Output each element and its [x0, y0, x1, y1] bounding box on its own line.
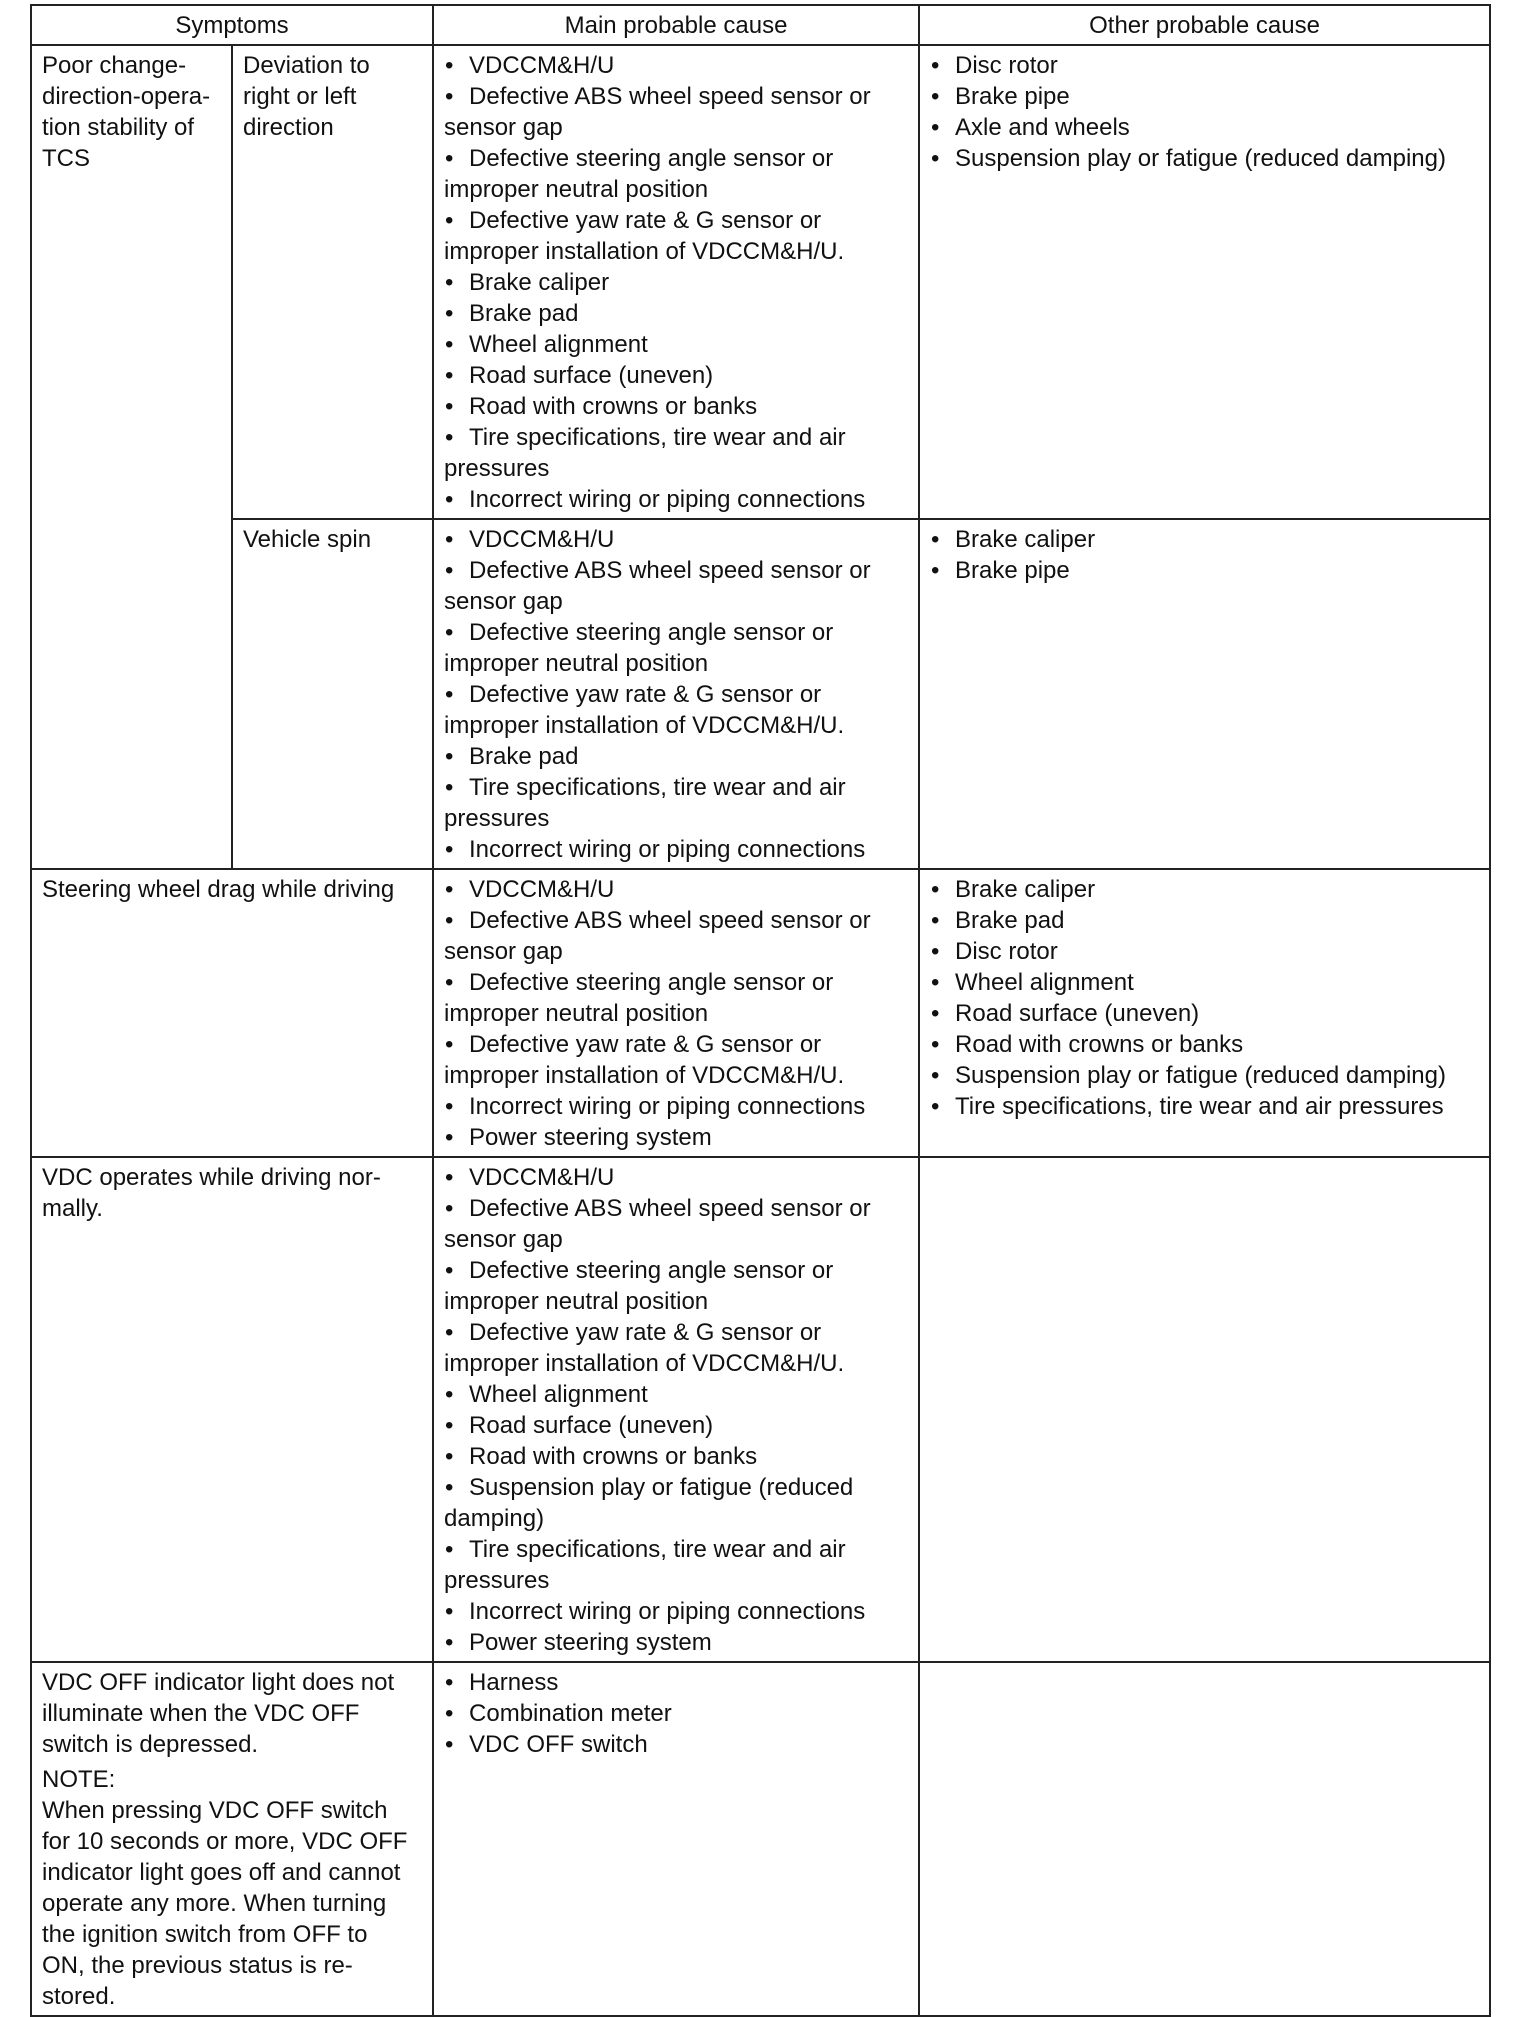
bullet-icon: •: [445, 1319, 454, 1346]
list-item: [444, 1472, 908, 1534]
list-item-text: Road with crowns or banks: [955, 1031, 1244, 1058]
bullet-icon: •: [445, 424, 454, 451]
list-item: [444, 50, 908, 81]
bullet-icon: •: [931, 907, 940, 934]
list-item: [444, 1122, 908, 1153]
list-item: [930, 112, 1479, 143]
bullet-icon: •: [445, 207, 454, 234]
list-item-text: Wheel alignment: [469, 1381, 648, 1408]
bullet-icon: •: [445, 969, 454, 996]
note-text: [42, 1795, 422, 2012]
list-item: [444, 422, 908, 484]
text-line: When pressing VDC OFF switch: [42, 1797, 388, 1824]
text-line: ON, the previous status is re-: [42, 1952, 353, 1979]
table-row: [31, 1662, 1490, 2016]
list-item-text: Brake caliper: [955, 526, 1096, 553]
list-item: [444, 1193, 908, 1255]
list-item: [444, 360, 908, 391]
bullet-icon: •: [931, 52, 940, 79]
list-item-text: Road surface (uneven): [469, 362, 714, 389]
bullet-icon: •: [445, 83, 454, 110]
list-item: [930, 905, 1479, 936]
list-item-text: Suspension play or fatigue (reduced damping): [444, 1474, 854, 1532]
list-item-text: VDCCM&H/U: [469, 1164, 615, 1191]
bullet-icon: •: [445, 1598, 454, 1625]
bullet-icon: •: [445, 269, 454, 296]
main-cause-list: [433, 1157, 919, 1662]
bullet-icon: •: [445, 1031, 454, 1058]
list-item: [930, 1029, 1479, 1060]
text-line: tion stability of: [42, 114, 195, 141]
list-item: [444, 1410, 908, 1441]
bullet-icon: •: [445, 1412, 454, 1439]
list-item-text: Harness: [469, 1669, 559, 1696]
list-item-text: Defective steering angle sensor or improper neutral position: [444, 1257, 834, 1315]
list-item-text: Defective yaw rate & G sensor or improper installation of VDCCM&H/U.: [444, 1319, 845, 1377]
text-line: stored.: [42, 1983, 116, 2010]
list-item-text: Defective ABS wheel speed sensor or sensor gap: [444, 557, 871, 615]
list-item: [444, 555, 908, 617]
bullet-icon: •: [931, 969, 940, 996]
list-item: [444, 874, 908, 905]
other-cause-list: [919, 45, 1490, 519]
bullet-icon: •: [445, 145, 454, 172]
list-item-text: Tire specifications, tire wear and air pressures: [444, 1536, 846, 1594]
list-item-text: Incorrect wiring or piping connections: [469, 1598, 866, 1625]
list-item: [930, 524, 1479, 555]
list-item-text: VDCCM&H/U: [469, 526, 615, 553]
list-item: [930, 998, 1479, 1029]
list-item-text: Defective ABS wheel speed sensor or sensor gap: [444, 1195, 871, 1253]
bullet-icon: •: [445, 774, 454, 801]
list-item-text: Suspension play or fatigue (reduced damping): [955, 1062, 1446, 1089]
list-item: [444, 1667, 908, 1698]
list-item-text: Road surface (uneven): [469, 1412, 714, 1439]
bullet-icon: •: [445, 331, 454, 358]
list-item: [444, 205, 908, 267]
symptom-text: [42, 1667, 422, 1760]
list-item: [444, 1317, 908, 1379]
bullet-icon: •: [445, 907, 454, 934]
list-item: [444, 1441, 908, 1472]
list-item-text: Defective steering angle sensor or improper neutral position: [444, 145, 834, 203]
list-item: [930, 967, 1479, 998]
bullet-icon: •: [931, 526, 940, 553]
text-line: VDC OFF indicator light does not: [42, 1669, 395, 1696]
note-label: NOTE:: [42, 1766, 116, 1793]
bullet-icon: •: [445, 836, 454, 863]
list-item: [444, 267, 908, 298]
list-item-text: Tire specifications, tire wear and air pressures: [444, 424, 846, 482]
table-row: [31, 869, 1490, 1157]
list-item: [930, 1091, 1479, 1122]
list-item: [444, 524, 908, 555]
list-item: [444, 679, 908, 741]
text-line: mally.: [42, 1195, 103, 1222]
list-item: [930, 936, 1479, 967]
list-item-text: Brake pipe: [955, 83, 1070, 110]
list-item-text: Brake caliper: [469, 269, 610, 296]
list-item-text: Road with crowns or banks: [469, 393, 758, 420]
list-item: [444, 741, 908, 772]
main-cause-list: [433, 1662, 919, 2016]
bullet-icon: •: [931, 83, 940, 110]
list-item-text: VDCCM&H/U: [469, 876, 615, 903]
list-item-text: Road with crowns or banks: [469, 1443, 758, 1470]
list-item-text: Tire specifications, tire wear and air pressures: [444, 774, 846, 832]
text-line: direction-opera-: [42, 83, 211, 110]
text-line: Poor change-: [42, 52, 187, 79]
list-item: [444, 1534, 908, 1596]
list-item: [930, 143, 1479, 174]
bullet-icon: •: [931, 1000, 940, 1027]
bullet-icon: •: [445, 1093, 454, 1120]
list-item: [930, 555, 1479, 586]
text-line: operate any more. When turning: [42, 1890, 387, 1917]
bullet-icon: •: [445, 557, 454, 584]
bullet-icon: •: [445, 1381, 454, 1408]
bullet-icon: •: [931, 1062, 940, 1089]
bullet-icon: •: [445, 486, 454, 513]
header-main-cause: Main probable cause: [433, 5, 919, 45]
list-item-text: VDC OFF switch: [469, 1731, 648, 1758]
list-item-text: Defective ABS wheel speed sensor or sensor gap: [444, 907, 871, 965]
list-item: [444, 329, 908, 360]
list-item-text: Brake pad: [955, 907, 1065, 934]
list-item: [444, 1255, 908, 1317]
text-line: VDC operates while driving nor-: [42, 1164, 381, 1191]
list-item-text: Incorrect wiring or piping connections: [469, 1093, 866, 1120]
diagnosis-table-page: [30, 4, 1489, 2017]
other-cause-list: [919, 519, 1490, 869]
header-other-cause: Other probable cause: [919, 5, 1490, 45]
list-item: [930, 1060, 1479, 1091]
list-item: [930, 50, 1479, 81]
header-symptoms: Symptoms: [31, 5, 433, 45]
list-item: [444, 1729, 908, 1760]
text-line: switch is depressed.: [42, 1731, 259, 1758]
other-cause-empty: [919, 1662, 1490, 2016]
bullet-icon: •: [445, 1731, 454, 1758]
list-item-text: Brake pad: [469, 743, 579, 770]
bullet-icon: •: [445, 1700, 454, 1727]
bullet-icon: •: [931, 1093, 940, 1120]
other-cause-list: [919, 869, 1490, 1157]
list-item: [444, 81, 908, 143]
list-item: [444, 1596, 908, 1627]
list-item-text: Defective yaw rate & G sensor or improper installation of VDCCM&H/U.: [444, 681, 845, 739]
bullet-icon: •: [931, 876, 940, 903]
bullet-icon: •: [445, 681, 454, 708]
symptom-vdc-off-indicator: [31, 1662, 433, 2016]
list-item: [444, 484, 908, 515]
symptom-cause-table: [30, 4, 1491, 2017]
list-item-text: Defective yaw rate & G sensor or improper installation of VDCCM&H/U.: [444, 1031, 845, 1089]
list-item: [444, 834, 908, 865]
list-item-text: Defective steering angle sensor or improper neutral position: [444, 969, 834, 1027]
text-line: illuminate when the VDC OFF: [42, 1700, 360, 1727]
table-row: [31, 519, 1490, 869]
symptom-poor-stability: [31, 45, 232, 869]
bullet-icon: •: [931, 938, 940, 965]
bullet-icon: •: [445, 619, 454, 646]
list-item-text: Suspension play or fatigue (reduced damping): [955, 145, 1446, 172]
list-item: [444, 1379, 908, 1410]
table-row: [31, 1157, 1490, 1662]
list-item: [444, 905, 908, 967]
bullet-icon: •: [445, 1629, 454, 1656]
text-line: indicator light goes off and cannot: [42, 1859, 401, 1886]
bullet-icon: •: [931, 114, 940, 141]
list-item: [444, 143, 908, 205]
bullet-icon: •: [445, 52, 454, 79]
list-item-text: Brake pad: [469, 300, 579, 327]
bullet-icon: •: [445, 1669, 454, 1696]
bullet-icon: •: [445, 743, 454, 770]
list-item: [444, 967, 908, 1029]
bullet-icon: •: [931, 1031, 940, 1058]
text-line: Deviation to: [243, 52, 370, 79]
list-item-text: Incorrect wiring or piping connections: [469, 836, 866, 863]
list-item-text: Brake pipe: [955, 557, 1070, 584]
bullet-icon: •: [445, 526, 454, 553]
list-item: [444, 298, 908, 329]
list-item: [444, 391, 908, 422]
list-item: [930, 874, 1479, 905]
list-item-text: Tire specifications, tire wear and air pressures: [955, 1093, 1444, 1120]
bullet-icon: •: [445, 300, 454, 327]
symptom-steering-drag: Steering wheel drag while driving: [31, 869, 433, 1157]
bullet-icon: •: [445, 1124, 454, 1151]
list-item-text: Disc rotor: [955, 52, 1058, 79]
list-item: [444, 1162, 908, 1193]
text-line: TCS: [42, 145, 90, 172]
list-item-text: Incorrect wiring or piping connections: [469, 486, 866, 513]
text-line: right or left: [243, 83, 357, 110]
sub-symptom-deviation: [232, 45, 433, 519]
bullet-icon: •: [445, 876, 454, 903]
table-header-row: [31, 5, 1490, 45]
list-item-text: Axle and wheels: [955, 114, 1130, 141]
bullet-icon: •: [445, 1443, 454, 1470]
bullet-icon: •: [931, 145, 940, 172]
bullet-icon: •: [445, 393, 454, 420]
list-item-text: Defective yaw rate & G sensor or improper installation of VDCCM&H/U.: [444, 207, 845, 265]
list-item-text: Combination meter: [469, 1700, 672, 1727]
main-cause-list: [433, 869, 919, 1157]
list-item: [444, 772, 908, 834]
bullet-icon: •: [445, 1164, 454, 1191]
other-cause-empty: [919, 1157, 1490, 1662]
list-item: [444, 1091, 908, 1122]
list-item: [444, 1698, 908, 1729]
bullet-icon: •: [445, 362, 454, 389]
bullet-icon: •: [445, 1474, 454, 1501]
text-line: for 10 seconds or more, VDC OFF: [42, 1828, 408, 1855]
list-item-text: Wheel alignment: [469, 331, 648, 358]
table-row: [31, 45, 1490, 519]
list-item-text: VDCCM&H/U: [469, 52, 615, 79]
symptom-vdc-operates: [31, 1157, 433, 1662]
list-item: [444, 617, 908, 679]
list-item-text: Defective steering angle sensor or improper neutral position: [444, 619, 834, 677]
list-item-text: Power steering system: [469, 1629, 712, 1656]
list-item-text: Road surface (uneven): [955, 1000, 1200, 1027]
bullet-icon: •: [445, 1257, 454, 1284]
main-cause-list: [433, 519, 919, 869]
list-item-text: Disc rotor: [955, 938, 1058, 965]
list-item: [444, 1627, 908, 1658]
list-item-text: Defective ABS wheel speed sensor or sensor gap: [444, 83, 871, 141]
text-line: direction: [243, 114, 334, 141]
bullet-icon: •: [445, 1195, 454, 1222]
list-item-text: Brake caliper: [955, 876, 1096, 903]
sub-symptom-vehicle-spin: Vehicle spin: [232, 519, 433, 869]
bullet-icon: •: [445, 1536, 454, 1563]
list-item-text: Power steering system: [469, 1124, 712, 1151]
list-item: [930, 81, 1479, 112]
list-item: [444, 1029, 908, 1091]
main-cause-list: [433, 45, 919, 519]
list-item-text: Wheel alignment: [955, 969, 1134, 996]
bullet-icon: •: [931, 557, 940, 584]
text-line: the ignition switch from OFF to: [42, 1921, 368, 1948]
